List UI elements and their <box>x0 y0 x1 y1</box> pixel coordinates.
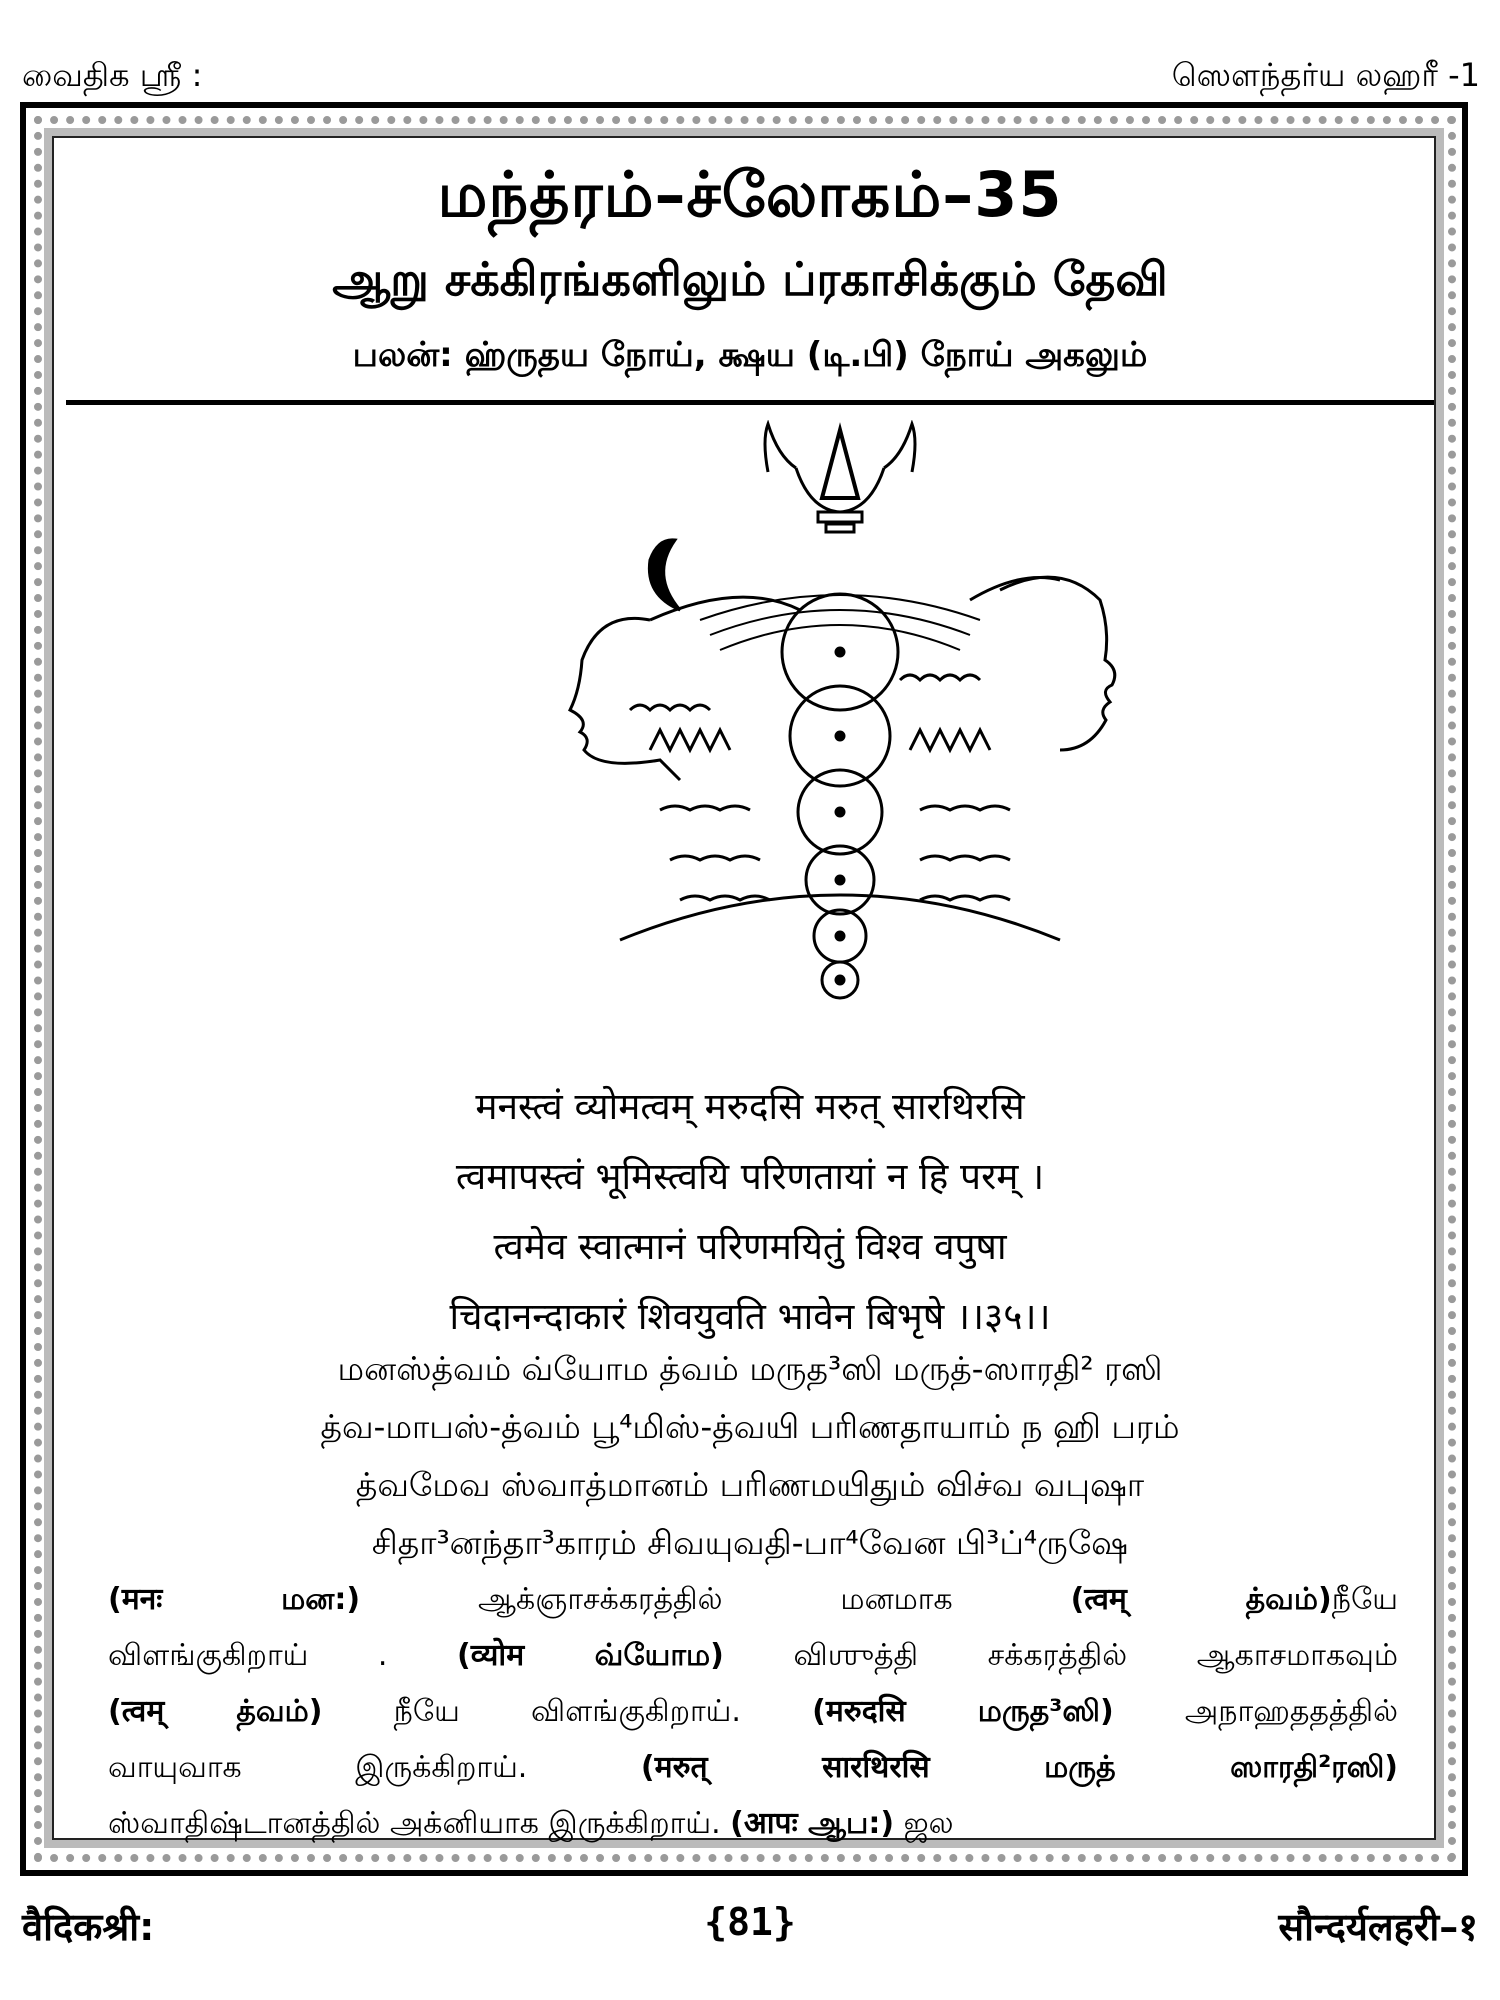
transliteration-line: சிதா³னந்தா³காரம் சிவயுவதி-பா⁴வேன பி³ப்⁴ருஷே <box>371 1523 1129 1562</box>
commentary-line: (मनः மன:) ஆக்ஞாசக்கரத்தில் மனமாக (त्वम् த்வம்)நீயே <box>108 1582 1398 1617</box>
commentary-line: வாயுவாக இருக்கிறாய். (मरुत् सारथिरसि மருத் ஸாரதி²ரஸி) <box>108 1750 1399 1785</box>
commentary <box>108 1572 1398 1852</box>
running-head-right: ஸௌந்தர்ய லஹரீ -1 <box>1171 56 1480 94</box>
transliteration-line: மனஸ்த்வம் வ்யோம த்வம் மருத³ஸி மருத்-ஸாரதி² ரஸி <box>337 1349 1163 1388</box>
sloka-tamil <box>0 1340 1500 1572</box>
footer-right: सौन्दर्यलहरी–१ <box>1278 1905 1478 1949</box>
shiva-shakti-chakra-icon <box>500 420 1180 1010</box>
page-subtitle: ஆறு சக்கிரங்களிலும் ப்ரகாசிக்கும் தேவி <box>332 252 1168 306</box>
footer-left: वैदिकश्री: <box>22 1905 155 1949</box>
page-number: {81} <box>704 1900 796 1944</box>
commentary-line: விளங்குகிறாய் . (व्योम வ்யோம) விஶுத்தி சக்கரத்தில் ஆகாசமாகவும் <box>108 1638 1398 1673</box>
page-title: மந்த்ரம்–ச்லோகம்–35 <box>437 158 1063 231</box>
commentary-line: (त्वम् த்வம்) நீயே விளங்குகிறாய். (मरुदसि மருத³ஸி) அநாஹததத்தில் <box>108 1694 1398 1729</box>
benefit-line: பலன்: ஹ்ருதய நோய், க்ஷய (டி.பி) நோய் அகலும் <box>352 335 1148 375</box>
sloka-devanagari <box>0 1072 1500 1352</box>
sloka-line: त्वमेव स्वात्मानं परिणमयितुं विश्व वपुषा <box>493 1225 1007 1268</box>
transliteration-line: த்வமேவ ஸ்வாத்மானம் பரிணமயிதும் விச்வ வபுஷா <box>355 1465 1145 1504</box>
running-head-left: வைதிக ஸ்ரீ : <box>22 56 203 94</box>
sloka-line: त्वमापस्त्वं भूमिस्त्वयि परिणतायां न हि परम् । <box>455 1155 1045 1198</box>
sloka-line: मनस्त्वं व्योमत्वम् मरुदसि मरुत् सारथिरसि <box>475 1085 1025 1128</box>
transliteration-line: த்வ-மாபஸ்-த்வம் பூ⁴மிஸ்-த்வயி பரிணதாயாம் ந ஹி பரம் <box>320 1407 1180 1446</box>
commentary-line: ஸ்வாதிஷ்டானத்தில் அக்னியாக இருக்கிறாய். (आपः ஆப:) ஜல <box>108 1806 954 1841</box>
sloka-line: चिदानन्दाकारं शिवयुवति भावेन बिभृषे ।।३५।। <box>449 1295 1051 1338</box>
divider <box>66 400 1434 405</box>
